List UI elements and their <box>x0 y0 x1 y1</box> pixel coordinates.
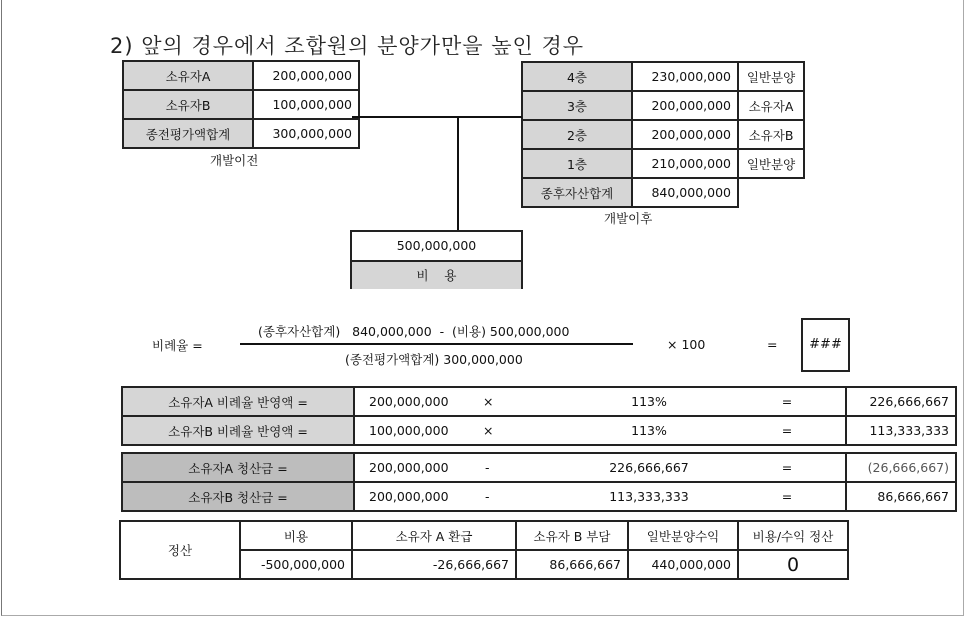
page-title: 2) 앞의 경우에서 조합원의 분양가만을 높인 경우 <box>110 34 585 58</box>
settlement-base-cell <box>354 482 569 511</box>
ratio-multiplier: × 100 <box>667 337 706 352</box>
settlement-amount-label: 소유자A 청산금 = <box>122 453 354 482</box>
reflected-label: 소유자A 비례율 반영액 = <box>122 387 354 416</box>
multiply-symbol: × <box>483 423 494 438</box>
settlement-header: 비용/수익 정산 <box>738 521 848 550</box>
floor-note: 일반분양 <box>738 149 804 178</box>
before-caption: 개발이전 <box>210 153 259 168</box>
table-row <box>122 453 956 482</box>
settlement-value: 226,666,667 <box>569 453 729 482</box>
table-row <box>120 521 848 550</box>
settlement-value: 113,333,333 <box>569 482 729 511</box>
connector-line <box>457 116 459 230</box>
settlement-result: 86,666,667 <box>846 482 956 511</box>
settlement-value: -26,666,667 <box>352 550 516 579</box>
reflected-base-cell <box>354 416 569 445</box>
reflected-eq: = <box>729 387 846 416</box>
floor-label: 2층 <box>522 120 632 149</box>
settlement-eq: = <box>729 453 846 482</box>
before-label-total: 종전평가액합계 <box>123 119 253 148</box>
table-row <box>123 119 359 148</box>
settlement-header: 소유자 A 환급 <box>352 521 516 550</box>
table-row <box>522 91 804 120</box>
settlement-amount-table <box>121 452 957 512</box>
floor-label: 4층 <box>522 62 632 91</box>
floor-label: 1층 <box>522 149 632 178</box>
floor-value: 230,000,000 <box>632 62 738 91</box>
cost-box <box>350 230 523 289</box>
settlement-base: 200,000,000 <box>369 460 449 475</box>
table-row <box>522 149 804 178</box>
floor-value: 210,000,000 <box>632 149 738 178</box>
floor-value: 200,000,000 <box>632 91 738 120</box>
settlement-value: -500,000,000 <box>240 550 352 579</box>
reflected-base: 100,000,000 <box>369 423 449 438</box>
settlement-value: 86,666,667 <box>516 550 628 579</box>
after-table <box>521 61 805 208</box>
table-row <box>522 120 804 149</box>
settlement-base-cell <box>354 453 569 482</box>
settlement-value: 440,000,000 <box>628 550 738 579</box>
floor-note: 소유자B <box>738 120 804 149</box>
reflected-rate: 113% <box>569 416 729 445</box>
settlement-label: 정산 <box>120 521 240 579</box>
settlement-base: 200,000,000 <box>369 489 449 504</box>
before-value-b: 100,000,000 <box>253 90 359 119</box>
before-label-a: 소유자A <box>123 61 253 90</box>
ratio-numerator: (종후자산합계) 840,000,000 - (비용) 500,000,000 <box>258 324 570 339</box>
reflected-label: 소유자B 비례율 반영액 = <box>122 416 354 445</box>
minus-symbol: - <box>485 489 490 504</box>
table-row <box>122 482 956 511</box>
ratio-result: ### <box>801 318 850 372</box>
reflected-rate: 113% <box>569 387 729 416</box>
settlement-amount-label: 소유자B 청산금 = <box>122 482 354 511</box>
before-value-a: 200,000,000 <box>253 61 359 90</box>
connector-line <box>352 116 522 118</box>
floor-label: 3층 <box>522 91 632 120</box>
table-row <box>122 387 956 416</box>
reflected-eq: = <box>729 416 846 445</box>
after-caption: 개발이후 <box>604 211 653 226</box>
reflected-result: 226,666,667 <box>846 387 956 416</box>
table-row <box>122 416 956 445</box>
ratio-label: 비례율 = <box>152 338 203 353</box>
cost-label: 비 용 <box>352 262 521 289</box>
settlement-table <box>119 520 849 580</box>
table-row <box>522 178 804 207</box>
table-row <box>123 61 359 90</box>
reflected-base: 200,000,000 <box>369 394 449 409</box>
settlement-eq: = <box>729 482 846 511</box>
ratio-equals: = <box>767 337 778 352</box>
minus-symbol: - <box>485 460 490 475</box>
reflected-base-cell <box>354 387 569 416</box>
reflected-table <box>121 386 957 446</box>
before-value-total: 300,000,000 <box>253 119 359 148</box>
settlement-result: (26,666,667) <box>846 453 956 482</box>
before-label-b: 소유자B <box>123 90 253 119</box>
empty-cell <box>738 178 804 207</box>
settlement-value: 0 <box>738 550 848 579</box>
settlement-header: 소유자 B 부담 <box>516 521 628 550</box>
before-table <box>122 60 360 149</box>
floor-value: 200,000,000 <box>632 120 738 149</box>
table-row <box>123 90 359 119</box>
settlement-header: 비용 <box>240 521 352 550</box>
fraction-bar <box>240 343 633 345</box>
cost-value: 500,000,000 <box>352 232 521 262</box>
settlement-header: 일반분양수익 <box>628 521 738 550</box>
multiply-symbol: × <box>483 394 494 409</box>
after-total-label: 종후자산합계 <box>522 178 632 207</box>
floor-note: 일반분양 <box>738 62 804 91</box>
ratio-denominator: (종전평가액합계) 300,000,000 <box>345 352 523 367</box>
floor-note: 소유자A <box>738 91 804 120</box>
table-row <box>522 62 804 91</box>
after-total-value: 840,000,000 <box>632 178 738 207</box>
reflected-result: 113,333,333 <box>846 416 956 445</box>
